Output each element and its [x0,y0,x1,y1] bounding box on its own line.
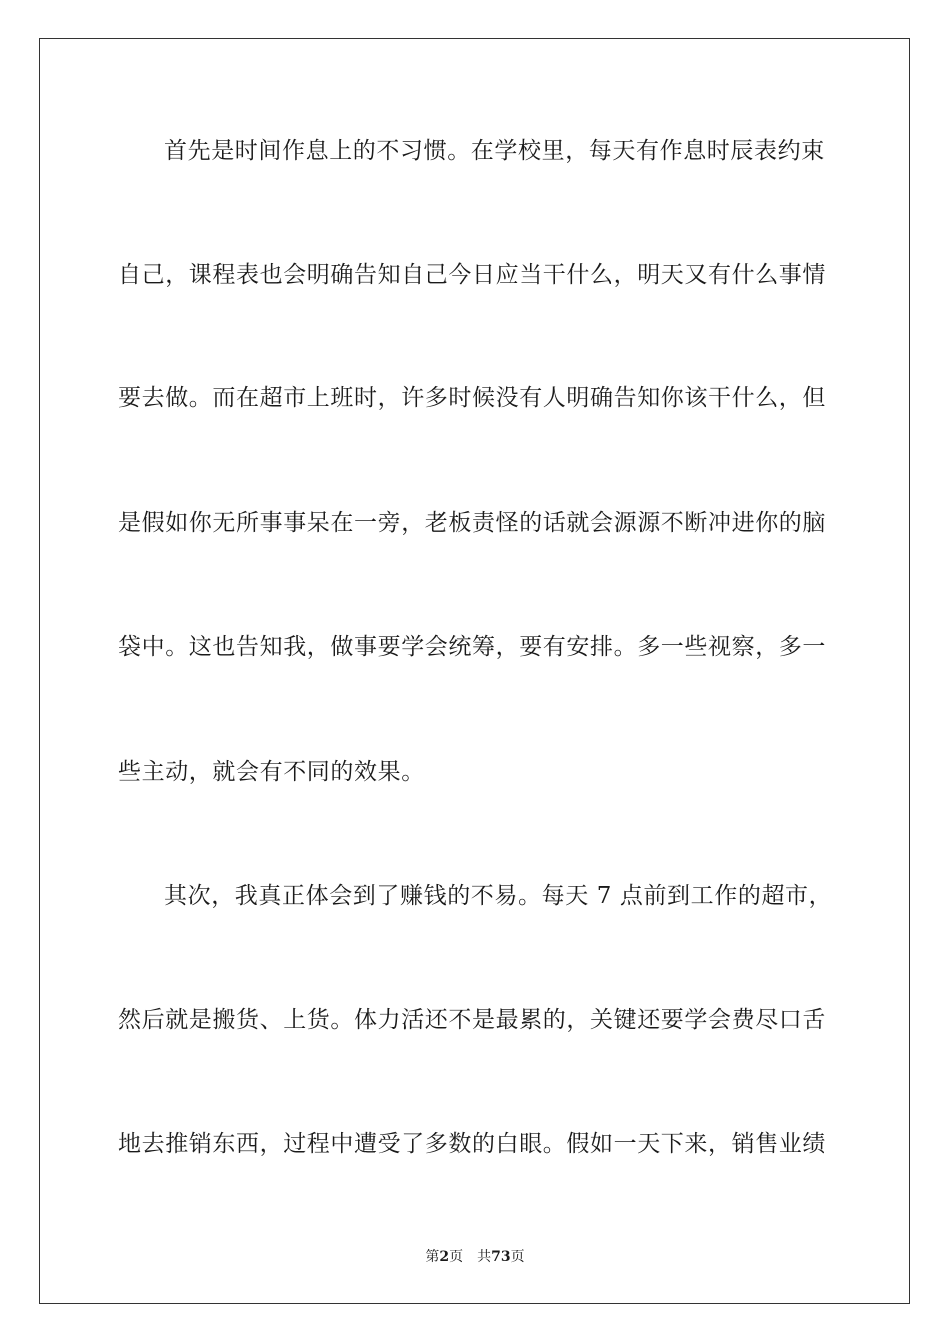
paragraph-line: 些主动，就会有不同的效果。 [118,759,425,785]
page-footer [0,1248,950,1266]
paragraph-line: 是假如你无所事事呆在一旁，老板责怪的话就会源源不断冲进你的脑 [118,510,826,536]
paragraph-line: 地去推销东西，过程中遭受了多数的白眼。假如一天下来，销售业绩 [118,1131,826,1157]
paragraph-line: 自己，课程表也会明确告知自己今日应当干什么，明天又有什么事情 [118,262,826,288]
page-prefix: 第 [425,1249,440,1265]
page-border [39,38,910,1304]
paragraph-line: 袋中。这也告知我，做事要学会统筹，要有安排。多一些视察，多一 [118,634,826,660]
page-suffix: 页 [449,1249,464,1265]
total-prefix: 共 [477,1249,492,1265]
page-number: 2 [439,1249,450,1265]
paragraph-line: 然后就是搬货、上货。体力活还不是最累的，关键还要学会费尽口舌 [118,1007,826,1033]
total-pages: 73 [491,1249,511,1265]
total-suffix: 页 [510,1249,525,1265]
paragraph-line: 要去做。而在超市上班时，许多时候没有人明确告知你该干什么，但 [118,385,826,411]
paragraph-line: 其次，我真正体会到了赚钱的不易。每天 7 点前到工作的超市， [164,883,833,909]
paragraph-line: 首先是时间作息上的不习惯。在学校里，每天有作息时辰表约束 [164,138,825,164]
